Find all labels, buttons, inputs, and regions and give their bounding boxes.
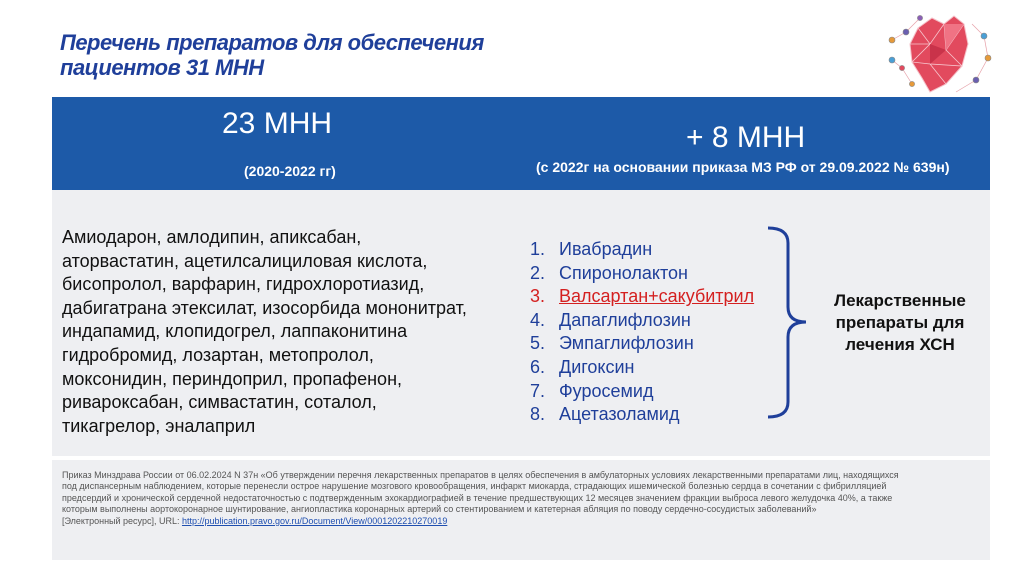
- list-item: [530, 309, 754, 333]
- list-item-name: Эмпаглифлозин: [559, 333, 694, 354]
- footnote-line: которым выполнены аортокоронарное шунтирование, ангиопластика коронарных артерий со стентированием и катетерная абляция по поводу сердечно-сосудистых заболеваний»: [62, 504, 817, 515]
- heart-logo-icon: [884, 10, 994, 100]
- right-order-caption: (с 2022г на основании приказа МЗ РФ от 29.09.2022 № 639н): [536, 159, 950, 175]
- footnote-line: под диспансерным наблюдением, которые перенесли острое нарушение мозгового кровообращения, инфаркт миокарда, страдающих ишемической болезнью сердца в сочетании с фибрилляцией: [62, 481, 887, 492]
- list-item-number: 5.: [530, 333, 546, 354]
- list-item: [530, 380, 754, 404]
- base-drug-line: ривароксабан, симвастатин, соталол,: [62, 392, 377, 413]
- content-panel: [52, 190, 990, 456]
- left-count-heading: 23 МНН: [222, 107, 333, 140]
- group-label-line: препараты для: [835, 313, 965, 332]
- source-link[interactable]: http://publication.pravo.gov.ru/Document/View/0001202210270019: [181, 515, 448, 526]
- page-title: [60, 30, 760, 80]
- base-drug-line: тикагрелор, эналаприл: [62, 415, 256, 436]
- list-item-name: Фуросемид: [559, 380, 654, 401]
- group-label-line: лечения ХСН: [845, 335, 955, 354]
- list-item-name: Ивабрадин: [559, 239, 653, 259]
- list-item-number: 8.: [530, 404, 546, 425]
- footnote-text: [62, 470, 962, 527]
- list-item-name: Дапаглифлозин: [559, 309, 691, 330]
- list-item-number: 6.: [530, 356, 546, 377]
- page-title-line: Перечень препаратов для обеспечения: [60, 30, 484, 55]
- list-item-name: Валсартан+сакубитрил: [559, 286, 755, 307]
- base-drug-line: бисопролол, варфарин, гидрохлоротиазид,: [62, 274, 425, 295]
- base-drug-line: гидробромид, лозартан, метопролол,: [62, 344, 374, 365]
- curly-brace-icon: [762, 225, 812, 420]
- list-item-number: 2.: [530, 262, 546, 283]
- list-item: [530, 332, 754, 356]
- list-item: [530, 262, 754, 286]
- footnote-panel: [52, 460, 990, 560]
- left-period-caption: (2020-2022 гг): [244, 163, 336, 179]
- list-item-name: Ацетазоламид: [559, 404, 680, 425]
- base-drug-line: дабигатрана этексилат, изосорбида мононитрат,: [62, 297, 467, 318]
- list-item: [530, 238, 754, 262]
- base-drug-line: индапамид, клопидогрел, лаппаконитина: [62, 321, 408, 342]
- list-item: [530, 356, 754, 380]
- list-item-number: 7.: [530, 380, 546, 401]
- base-drug-list: [62, 226, 482, 438]
- group-label-line: Лекарственные: [834, 291, 966, 310]
- footnote-line: [62, 516, 962, 527]
- footnote-line: Приказ Минздрава России от 06.02.2024 N 37н «Об утверждении перечня лекарственных препаратов в целях обеспечения в амбулаторных условиях лекарственными препаратами лиц, находящихся: [62, 470, 899, 480]
- list-item-number: 4.: [530, 309, 546, 330]
- base-drug-line: Амиодарон, амлодипин, апиксабан,: [62, 227, 362, 247]
- right-count-heading: + 8 МНН: [686, 121, 806, 154]
- list-item: [530, 403, 754, 427]
- list-item-number: 3.: [530, 286, 546, 307]
- page-title-line: пациентов 31 МНН: [60, 55, 264, 80]
- list-item-highlighted: [530, 285, 754, 309]
- list-item-name: Спиронолактон: [559, 262, 688, 283]
- list-item-number: 1.: [530, 239, 546, 259]
- footnote-source-prefix: [Электронный ресурс], URL:: [62, 515, 182, 526]
- base-drug-line: аторвастатин, ацетилсалициловая кислота,: [62, 250, 428, 271]
- base-drug-line: моксонидин, периндоприл, пропафенон,: [62, 368, 403, 389]
- footnote-line: предсердий и хронической сердечной недостаточностью с подтвержденным эхокардиографией в течение предшествующих 12 месяцев значением фракции выброса левого желудочка 40%, а также: [62, 492, 893, 503]
- list-item-name: Дигоксин: [559, 356, 635, 377]
- group-label: [820, 290, 980, 356]
- added-drug-list: [530, 238, 754, 427]
- header-band: [52, 97, 990, 190]
